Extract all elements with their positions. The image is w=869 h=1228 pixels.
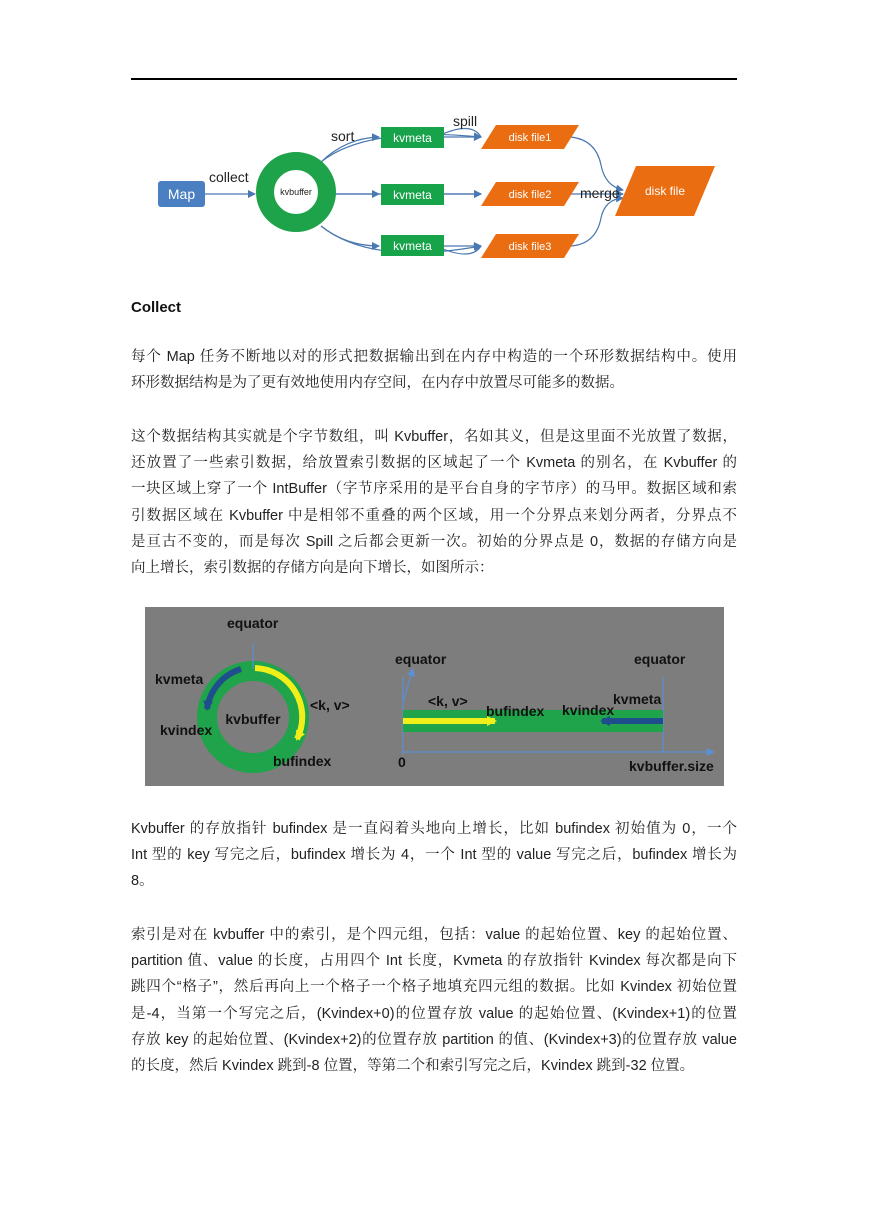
text-line: 引数据区域在 Kvbuffer 中是相邻不重叠的两个区域，用一个分界点来划分两者，分界点不 [131, 507, 737, 524]
ring-kv-label: <k, v> [310, 697, 350, 713]
bar-bufindex-label: bufindex [486, 703, 545, 719]
bar-kvindex-label: kvindex [562, 702, 615, 718]
map-label: Map [167, 186, 196, 202]
text-line: Kvbuffer 的存放指针 bufindex 是一直闷着头地向上增长，比如 bufindex 初始值为 0，一个 [131, 821, 737, 837]
section-heading: Collect [131, 299, 182, 316]
merge-label: merge [580, 185, 620, 201]
bar-kv-label: <k, v> [428, 693, 468, 709]
zero-label: 0 [398, 754, 406, 770]
text-line: 索引是对在 kvbuffer 中的索引，是个四元组，包括：value 的起始位置、key 的起始位置、 [131, 927, 737, 943]
kvmeta-label-2: kvmeta [393, 188, 432, 202]
text-line: partition 值、value 的长度，占用四个 Int 长度，Kvmeta 的存放指针 Kvindex 每次都是向下 [131, 953, 737, 970]
text-line: 是-4，当第一个写完之后，(Kvindex+0)的位置存放 value 的起始位置、(Kvindex+1)的位置 [131, 1005, 737, 1022]
kvmeta-label-3: kvmeta [393, 239, 432, 253]
text-line: 向上增长，索引数据的存储方向是向下增长，如图所示： [131, 560, 494, 577]
ring-kvmeta-label: kvmeta [155, 671, 204, 687]
text-line: 是亘古不变的，而是每次 Spill 之后都会更新一次。初始的分界点是 0，数据的存储方向是 [131, 533, 737, 550]
collect-label: collect [209, 169, 249, 185]
kvbuffer-layout-diagram [145, 607, 724, 786]
sort-label: sort [331, 128, 355, 144]
text-line: 8。 [131, 873, 154, 890]
text-line: 一块区域上穿了一个 IntBuffer（字节序采用的是平台自身的字节序）的马甲。数据区域和索 [131, 481, 737, 498]
text-line: 这个数据结构其实就是个字节数组，叫 Kvbuffer，名如其义，但是这里面不光放置了数据， [131, 429, 737, 445]
left-equator-label: equator [395, 651, 447, 667]
right-equator-label: equator [634, 651, 686, 667]
disk-file-3-label: disk file3 [508, 241, 552, 253]
ring-kvbuffer-label: kvbuffer [225, 711, 281, 727]
top-rule [131, 78, 737, 80]
size-label: kvbuffer.size [629, 758, 714, 774]
spill-label: spill [453, 113, 478, 129]
paragraph-4 [131, 922, 737, 1079]
ring-bufindex-label: bufindex [273, 753, 332, 769]
ring-kvindex-label: kvindex [160, 722, 213, 738]
disk-file-1-label: disk file1 [508, 132, 552, 144]
text-line: 环形数据结构是为了更有效地使用内存空间，在内存中放置尽可能多的数据。 [131, 375, 624, 392]
disk-file-2-label: disk file2 [508, 189, 552, 201]
paragraph-1 [131, 344, 737, 396]
final-disk-file-label: disk file [644, 184, 686, 198]
paragraph-3 [131, 816, 737, 895]
text-line: Int 型的 key 写完之后，bufindex 增长为 4，一个 Int 型的 value 写完之后，bufindex 增长为 [131, 847, 737, 864]
ring-equator-label: equator [227, 615, 279, 631]
text-line: 存放 key 的起始位置、(Kvindex+2)的位置存放 partition 的值、(Kvindex+3)的位置存放 value [131, 1031, 737, 1048]
spill-flow-diagram [131, 100, 737, 270]
text-line: 每个 Map 任务不断地以对的形式把数据输出到在内存中构造的一个环形数据结构中。使用 [131, 349, 737, 365]
text-line: 还放置了一些索引数据，给放置索引数据的区域起了一个 Kvmeta 的别名，在 Kvbuffer 的 [131, 455, 737, 472]
bar-kvmeta-label: kvmeta [613, 691, 662, 707]
ring-label: kvbuffer [280, 187, 312, 197]
kvmeta-label-1: kvmeta [393, 131, 432, 145]
text-line: 跳四个“格子”，然后再向上一个格子一个格子地填充四元组的数据。比如 Kvindex 初始位置 [131, 979, 737, 996]
paragraph-2 [131, 424, 737, 581]
text-line: 的长度，然后 Kvindex 跳到-8 位置，等第二个和索引写完之后，Kvindex 跳到-32 位置。 [131, 1058, 695, 1075]
